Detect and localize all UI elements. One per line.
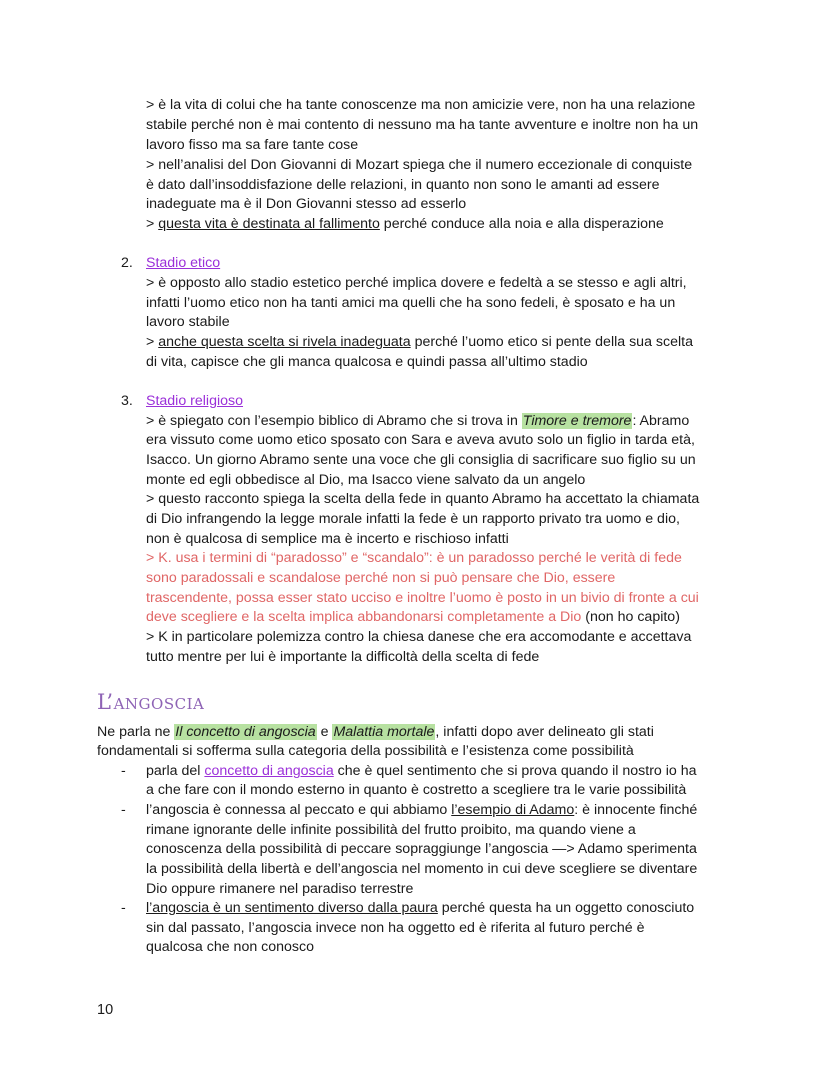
concetto-angoscia-link[interactable]: concetto di angoscia: [204, 763, 334, 779]
underlined-phrase: l’esempio di Adamo: [451, 802, 575, 818]
angoscia-b1-line-1: parla del concetto di angoscia che è quel sentimento che si prova quando il nostro io ha: [146, 763, 697, 779]
etico-line-3: lavoro stabile: [146, 314, 230, 330]
angoscia-b3-line-3: qualcosa che non conosco: [146, 939, 315, 955]
etico-title-link[interactable]: Stadio etico: [146, 255, 221, 271]
estetico-line-6: inadeguate ma è il Don Giovanni stesso ad esserlo: [146, 196, 467, 212]
page-number: 10: [97, 1002, 114, 1018]
religioso-line-1: > è spiegato con l’esempio biblico di Abramo che si trova in Timore e tremore: Abramo: [146, 413, 690, 429]
religioso-title-link[interactable]: Stadio religioso: [146, 393, 244, 409]
etico-line-2: infatti l’uomo etico non ha tanti amici ma quelli che ha sono fedeli, è sposato e ha un: [146, 295, 676, 311]
religioso-red-line-1: > K. usa i termini di “paradosso” e “scandalo”: è un paradosso perché le verità di fede: [146, 550, 682, 566]
estetico-line-1: > è la vita di colui che ha tante conoscenze ma non amicizie vere, non ha una relazione: [146, 97, 696, 113]
estetico-line-5: è dato dall’insoddisfazione delle relazioni, in quanto non sono le amanti ad essere: [146, 177, 660, 193]
estetico-line-2: stabile perché non è mai contento di nessuno ma ha tante avventure e inoltre non ha un: [146, 117, 699, 133]
religioso-line-2: era vissuto come uomo etico sposato con Sara e aveva avuto solo un figlio in tarda età,: [146, 432, 695, 448]
religioso-line-6: di Dio infrangendo la legge morale infatti la fede è un rapporto privato tra uomo e dio,: [146, 511, 680, 527]
religioso-line-4: monte ed egli obbedisce al Dio, ma Isacco viene salvato da un angelo: [146, 472, 586, 488]
bullet-dash: -: [121, 763, 126, 779]
angoscia-b1-line-2: a che fare con il mondo esterno in quanto è costretto a scegliere tra le varie possibilità: [146, 782, 687, 798]
highlighted-title: Il concetto di angoscia: [175, 724, 316, 740]
religioso-red-line-3: trascendente, possa esser stato ucciso e inoltre l’uomo è posto in un bivio di fronte a cui: [146, 590, 699, 606]
etico-line-5: di vita, capisce che gli manca qualcosa e quindi passa all’ultimo stadio: [146, 354, 588, 370]
religioso-line-7: non è qualcosa di semplice ma è incerto e rischioso infatti: [146, 531, 509, 547]
religioso-red-line-4: deve scegliere e la scelta implica abbandonarsi completamente a Dio (non ho capito): [146, 609, 680, 625]
estetico-line-3: lavoro fisso ma sa fare tante cose: [146, 137, 359, 153]
list-number-3: 3.: [121, 393, 133, 409]
list-number-2: 2.: [121, 255, 133, 271]
underlined-phrase: questa vita è destinata al fallimento: [158, 216, 380, 232]
highlighted-title: Malattia mortale: [333, 724, 435, 740]
angoscia-b2-line-3: conoscenza della possibilità di peccare sopraggiunge l’angoscia —> Adamo sperimenta: [146, 841, 697, 857]
angoscia-b2-line-4: la possibilità della libertà e dell’angoscia nel momento in cui deve scegliere se diventare: [146, 861, 698, 877]
angoscia-b3-line-1: l’angoscia è un sentimento diverso dalla paura perché questa ha un oggetto conosciuto: [146, 900, 695, 916]
section-heading-angoscia: L’angoscia: [97, 690, 205, 714]
religioso-line-8: > K in particolare polemizza contro la chiesa danese che era accomodante e accettava: [146, 629, 692, 645]
angoscia-b3-line-2: sin dal passato, l’angoscia invece non ha oggetto ed è riferita al futuro perché è: [146, 920, 645, 936]
underlined-phrase: anche questa scelta si rivela inadeguata: [158, 334, 411, 350]
bullet-dash: -: [121, 900, 126, 916]
angoscia-intro-1: Ne parla ne Il concetto di angoscia e Malattia mortale, infatti dopo aver delineato gli stati: [97, 724, 654, 740]
bullet-dash: -: [121, 802, 126, 818]
angoscia-b2-line-5: Dio oppure rimanere nel paradiso terrestre: [146, 881, 414, 897]
underlined-phrase: l’angoscia è un sentimento diverso dalla paura: [146, 900, 438, 916]
angoscia-b2-line-1: l’angoscia è connessa al peccato e qui abbiamo l’esempio di Adamo: è innocente finché: [146, 802, 698, 818]
religioso-red-line-2: sono paradossali e scandalose perché non si può pensare che Dio, essere: [146, 570, 616, 586]
religioso-line-5: > questo racconto spiega la scelta della fede in quanto Abramo ha accettato la chiamata: [146, 491, 700, 507]
angoscia-intro-2: fondamentali si sofferma sulla categoria della possibilità e l’esistenza come possibilità: [97, 743, 634, 759]
highlighted-title: Timore e tremore: [522, 413, 632, 429]
religioso-line-3: Isacco. Un giorno Abramo sente una voce che gli consiglia di sacrificare suo figlio su un: [146, 452, 696, 468]
religioso-line-9: tutto mentre per lui è importante la difficoltà della scelta di fede: [146, 649, 540, 665]
etico-line-4: > anche questa scelta si rivela inadeguata perché l’uomo etico si pente della sua scelta: [146, 334, 693, 350]
estetico-line-7: > questa vita è destinata al fallimento perché conduce alla noia e alla disperazione: [146, 216, 664, 232]
etico-line-1: > è opposto allo stadio estetico perché implica dovere e fedeltà a se stesso e agli altri,: [146, 275, 687, 291]
estetico-line-4: > nell’analisi del Don Giovanni di Mozart spiega che il numero eccezionale di conquiste: [146, 157, 693, 173]
angoscia-b2-line-2: rimane ignorante delle infinite possibilità del frutto proibito, ma quando viene a: [146, 822, 636, 838]
